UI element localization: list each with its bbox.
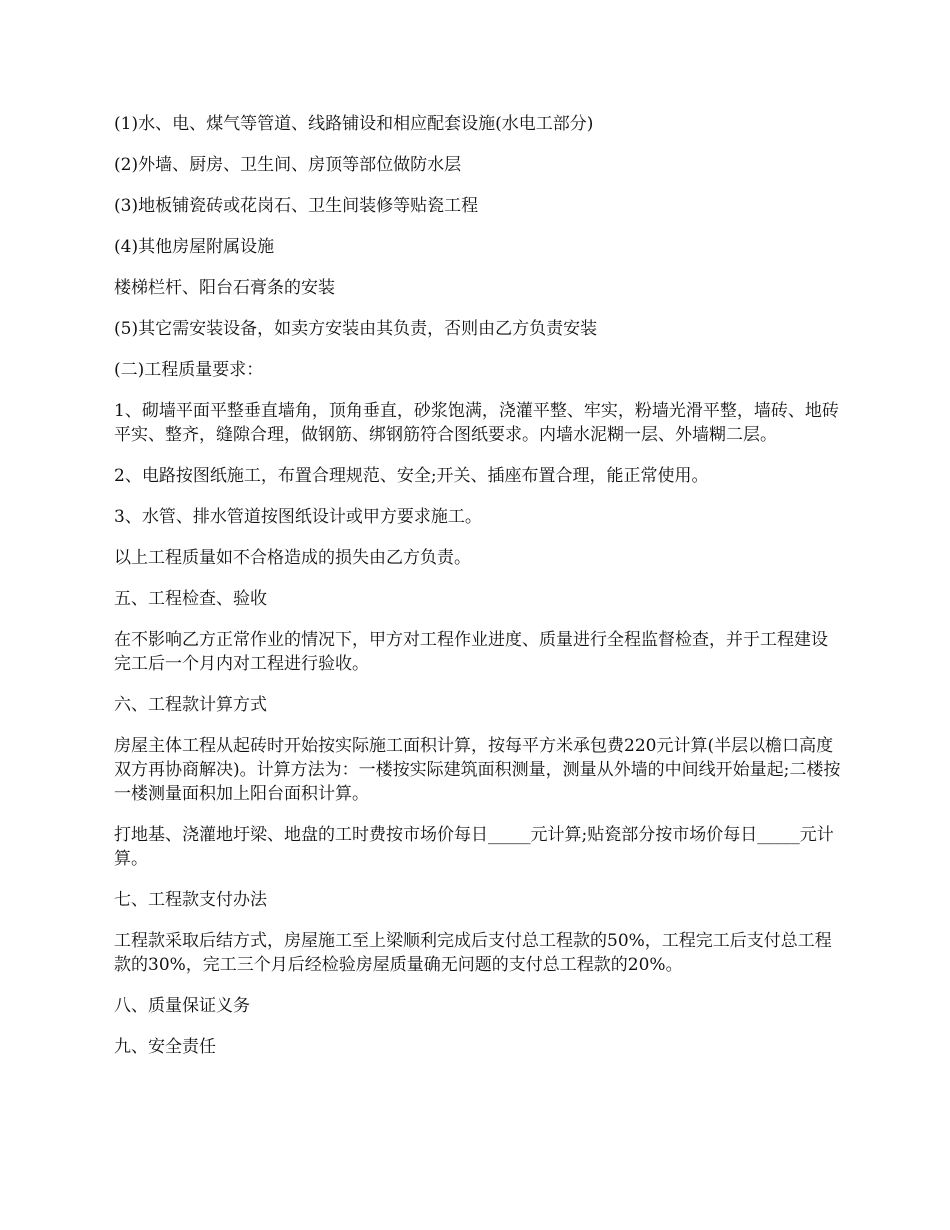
item-5-other-equipment: (5)其它需安装设备，如卖方安装由其负责，否则由乙方负责安装 <box>114 319 598 339</box>
item-3-tiling: (3)地板铺瓷砖或花岗石、卫生间装修等贴瓷工程 <box>114 196 479 216</box>
section-7-heading: 七、工程款支付办法 <box>114 890 267 910</box>
item-4-other-facilities: (4)其他房屋附属设施 <box>114 237 275 257</box>
section-6-text-2: 打地基、浇灌地圩梁、地盘的工时费按市场价每日_____元计算;贴瓷部分按市场价每日_____元计算。 <box>114 825 834 869</box>
section-6-text-1: 房屋主体工程从起砖时开始按实际施工面积计算，按每平方米承包费220元计算(半层以檐口高度双方再协商解决)。计算方法为：一楼按实际建筑面积测量，测量从外墙的中间线开始量起;二楼按一楼测量面积加上阳台面积计算。 <box>114 736 841 804</box>
section-9-heading: 九、安全责任 <box>114 1037 216 1057</box>
section-6-heading: 六、工程款计算方式 <box>114 695 267 715</box>
section-8-heading: 八、质量保证义务 <box>114 996 250 1016</box>
item-2-waterproofing: (2)外墙、厨房、卫生间、房顶等部位做防水层 <box>114 155 462 175</box>
section-quality-requirements-heading: (二)工程质量要求： <box>114 360 264 380</box>
railing-installation: 楼梯栏杆、阳台石膏条的安装 <box>114 278 335 298</box>
document-body <box>114 112 844 1076</box>
quality-requirement-1: 1、砌墙平面平整垂直墙角，顶角垂直，砂浆饱满，浇灌平整、牢实，粉墙光滑平整，墙砖、地砖平实、整齐，缝隙合理，做钢筋、绑钢筋符合图纸要求。内墙水泥糊一层、外墙糊二层。 <box>114 401 839 445</box>
quality-liability: 以上工程质量如不合格造成的损失由乙方负责。 <box>114 548 471 568</box>
item-1-utilities: (1)水、电、煤气等管道、线路铺设和相应配套设施(水电工部分) <box>114 114 594 134</box>
section-5-text: 在不影响乙方正常作业的情况下，甲方对工程作业进度、质量进行全程监督检查，并于工程建设完工后一个月内对工程进行验收。 <box>114 630 828 674</box>
section-5-heading: 五、工程检查、验收 <box>114 589 267 609</box>
quality-requirement-3: 3、水管、排水管道按图纸设计或甲方要求施工。 <box>114 507 482 527</box>
section-7-text: 工程款采取后结方式，房屋施工至上梁顺利完成后支付总工程款的50%，工程完工后支付总工程款的30%，完工三个月后经检验房屋质量确无问题的支付总工程款的20%。 <box>114 931 832 975</box>
quality-requirement-2: 2、电路按图纸施工，布置合理规范、安全;开关、插座布置合理，能正常使用。 <box>114 466 709 486</box>
